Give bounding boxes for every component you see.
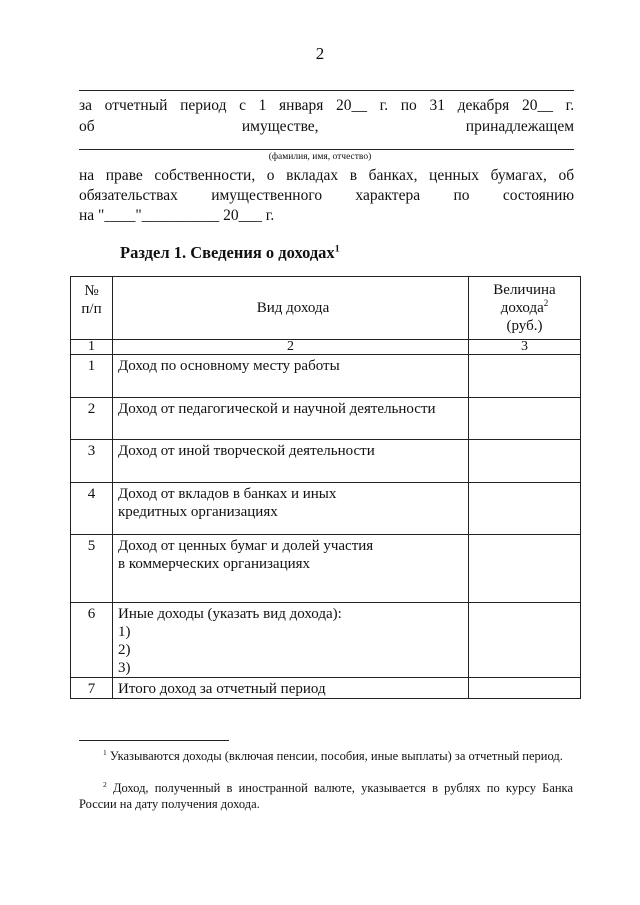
column-number: 2: [113, 340, 469, 355]
obligations-line: [79, 186, 574, 206]
table-row: [71, 483, 581, 535]
intro-word: об: [79, 118, 95, 135]
intro-word: имущественного: [211, 187, 323, 204]
intro-word: 31: [429, 97, 445, 114]
row-number: 2: [71, 398, 113, 440]
intro-word: отчетный: [104, 97, 168, 114]
table-row: [71, 440, 581, 483]
income-amount-cell[interactable]: [469, 440, 581, 483]
page-number: 2: [315, 44, 325, 63]
intro-word: по: [400, 97, 417, 114]
table-row: [71, 355, 581, 398]
income-type-text: Доход от педагогической и научной деятельности: [118, 401, 436, 417]
row-number: 7: [71, 678, 113, 699]
header-number: № п/п: [71, 277, 113, 340]
table-row: [71, 678, 581, 699]
income-table: [70, 276, 581, 699]
income-type-text: Иные доходы (указать вид дохода):: [118, 606, 342, 622]
income-type-text: 2): [118, 642, 131, 658]
intro-word: состоянию: [502, 187, 575, 204]
table-row: [71, 398, 581, 440]
income-type-text: в коммерческих организациях: [118, 556, 311, 572]
header-income-amount: Величина дохода$^2$ (руб.): [469, 277, 581, 340]
intro-word: 1 января: [258, 97, 324, 114]
table-row: [71, 603, 581, 678]
column-number: 3: [469, 340, 581, 355]
intro-word: г.: [565, 97, 575, 114]
intro-word: праве: [105, 167, 143, 184]
name-fill-rule: [79, 149, 574, 150]
row-number: 5: [71, 535, 113, 603]
income-type-text: Доход от ценных бумаг и долей участия: [118, 538, 374, 554]
income-type-cell: [113, 440, 469, 483]
income-amount-cell[interactable]: [469, 678, 581, 699]
column-number: 1: [71, 340, 113, 355]
intro-word: в: [349, 167, 358, 184]
income-type-text: Итого доход за отчетный период: [118, 681, 326, 697]
intro-word: на: [79, 167, 95, 184]
intro-word: за: [79, 97, 93, 114]
income-type-cell: [113, 603, 469, 678]
intro-word: бумагах,: [490, 167, 547, 184]
income-type-text: Доход от иной творческой деятельности: [118, 443, 375, 459]
intro-word: ценных: [429, 167, 479, 184]
reporting-period-line: [79, 96, 574, 116]
intro-word: 20__: [336, 97, 367, 114]
intro-word: период: [180, 97, 227, 114]
row-number: 3: [71, 440, 113, 483]
row-number: 1: [71, 355, 113, 398]
income-amount-cell[interactable]: [469, 398, 581, 440]
intro-word: об: [558, 167, 575, 184]
section-title: Раздел 1. Сведения о доходах$^1$: [120, 243, 340, 262]
income-amount-cell[interactable]: [469, 355, 581, 398]
income-type-text: Доход по основному месту работы: [118, 358, 340, 374]
income-type-cell: [113, 678, 469, 699]
income-type-text: 1): [118, 624, 131, 640]
intro-word: принадлежащем: [465, 118, 575, 135]
table-row: [71, 535, 581, 603]
table-header-row: [71, 277, 581, 340]
income-type-cell: [113, 483, 469, 535]
column-number-row: [71, 340, 581, 355]
intro-word: обязательствах: [79, 187, 178, 204]
income-type-cell: [113, 535, 469, 603]
income-amount-cell[interactable]: [469, 483, 581, 535]
header-income-type: Вид дохода: [113, 277, 469, 340]
amount-footnote-ref: 2: [543, 298, 549, 308]
intro-word: собственности,: [154, 167, 256, 184]
top-rule: [79, 90, 574, 91]
ownership-line: [79, 166, 574, 186]
intro-word: имуществе,: [241, 118, 319, 135]
footnote-2: $^2$ Доход, полученный в иностранной валюте, указывается в рублях по курсу Банка России на дату получения дохода.: [79, 779, 573, 811]
name-caption: (фамилия, имя, отчество): [268, 152, 372, 162]
income-type-text: 3): [118, 660, 131, 676]
income-type-cell: [113, 355, 469, 398]
intro-word: вкладах: [286, 167, 339, 184]
intro-word: о: [266, 167, 275, 184]
intro-word: г.: [379, 97, 389, 114]
income-amount-cell[interactable]: [469, 603, 581, 678]
intro-word: с: [239, 97, 247, 114]
row-number: 4: [71, 483, 113, 535]
footnote-separator: [79, 740, 229, 741]
intro-word: по: [453, 187, 470, 204]
income-amount-cell[interactable]: [469, 535, 581, 603]
income-type-text: кредитных организациях: [118, 504, 278, 520]
intro-word: характера: [355, 187, 421, 204]
row-number: 6: [71, 603, 113, 678]
section-footnote-ref: 1: [334, 243, 340, 255]
intro-word: 20__: [521, 97, 553, 114]
intro-word: банках,: [368, 167, 418, 184]
footnote-1: $^1$ Указываются доходы (включая пенсии, пособия, иные выплаты) за отчетный период.: [103, 747, 563, 763]
income-type-text: Доход от вкладов в банках и иных: [118, 486, 337, 502]
property-owner-line: [79, 117, 574, 137]
income-type-cell: [113, 398, 469, 440]
intro-word: декабря: [457, 97, 510, 114]
as-of-date-line: на "____"__________ 20___ г.: [79, 207, 275, 224]
